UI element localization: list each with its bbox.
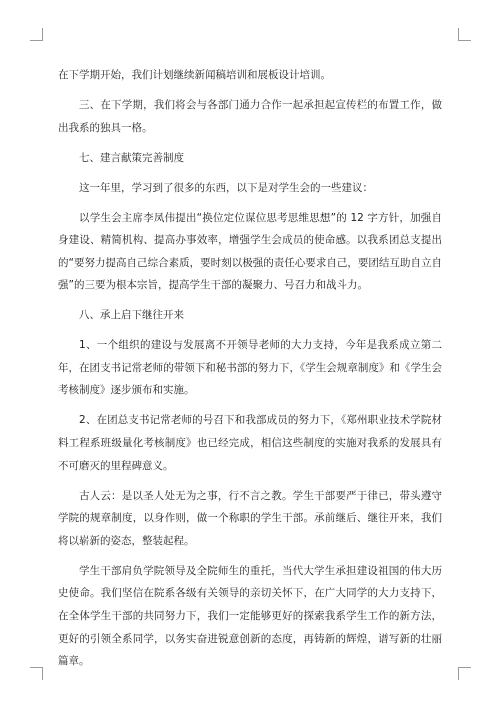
paragraph-suggestions-body: 以学生会主席李凤伟提出“换位定位谋位思考思维思想”的 12 字方针，加强自身建设、精简机构、提高办事效率，增强学生会成员的使命感。以我系团总支提出的“要努力提高自己综合素质，要时刻以极强的责任心要求自己，要团结互助自立自强”的三要为根本宗旨，提高学生干部的凝聚力、号召力和战斗力。	[58, 211, 442, 292]
paragraph-item-two: 2、在团总支书记常老师的号召下和我部成员的努力下，《郑州职业技术学院材料工程系班级量化考核制度》也已经完成，相信这些制度的实施对我系的发展具有不可磨灭的里程碑意义。	[58, 414, 442, 472]
section-heading-eight: 八、承上启下继往开来	[79, 309, 184, 322]
crop-mark-bottom-left	[30, 667, 43, 680]
paragraph-training-plan: 在下学期开始，我们计划继续新闻稿培训和展板设计培训。	[58, 69, 331, 81]
crop-mark-bottom-right	[458, 667, 471, 680]
paragraph-item-one: 1、一个组织的建设与发展离不开领导老师的大力支持，今年是我系成立第二年，在团支书记常老师的带领下和秘书部的努力下，《学生会规章制度》和《学生会考核制度》逐步颁布和实施。	[58, 339, 442, 397]
section-heading-seven: 七、建言献策完善制度	[79, 151, 184, 164]
crop-mark-top-right	[458, 28, 471, 41]
paragraph-suggestions-intro: 这一年里，学习到了很多的东西，以下是对学生会的一些建议：	[79, 181, 373, 194]
paragraph-closing: 学生干部肩负学院领导及全院师生的重托，当代大学生承担建设祖国的伟大历史使命。我们坚信在院系各级有关领导的亲切关怀下，在广大同学的大力支持下，在全体学生干部的共同努力下，我们一定能够更好的探索我系学生工作的新方法，更好的引领全系同学，以务实奋进锐意创新的态度，再铸新的辉煌，谱写新的壮丽篇章。	[58, 564, 442, 668]
paragraph-item-three: 三、在下学期，我们将会与各部门通力合作一起承担起宣传栏的布置工作，做出我系的独具一格。	[58, 98, 442, 134]
crop-mark-top-left	[30, 28, 43, 41]
document-page	[58, 64, 442, 680]
paragraph-ancient-saying: 古人云：是以圣人处无为之事，行不言之教。学生干部要严于律已，带头遵守学院的规章制度，以身作则，做一个称职的学生干部。承前继后、继往开来，我们将以崭新的姿态，整装起程。	[58, 489, 442, 547]
